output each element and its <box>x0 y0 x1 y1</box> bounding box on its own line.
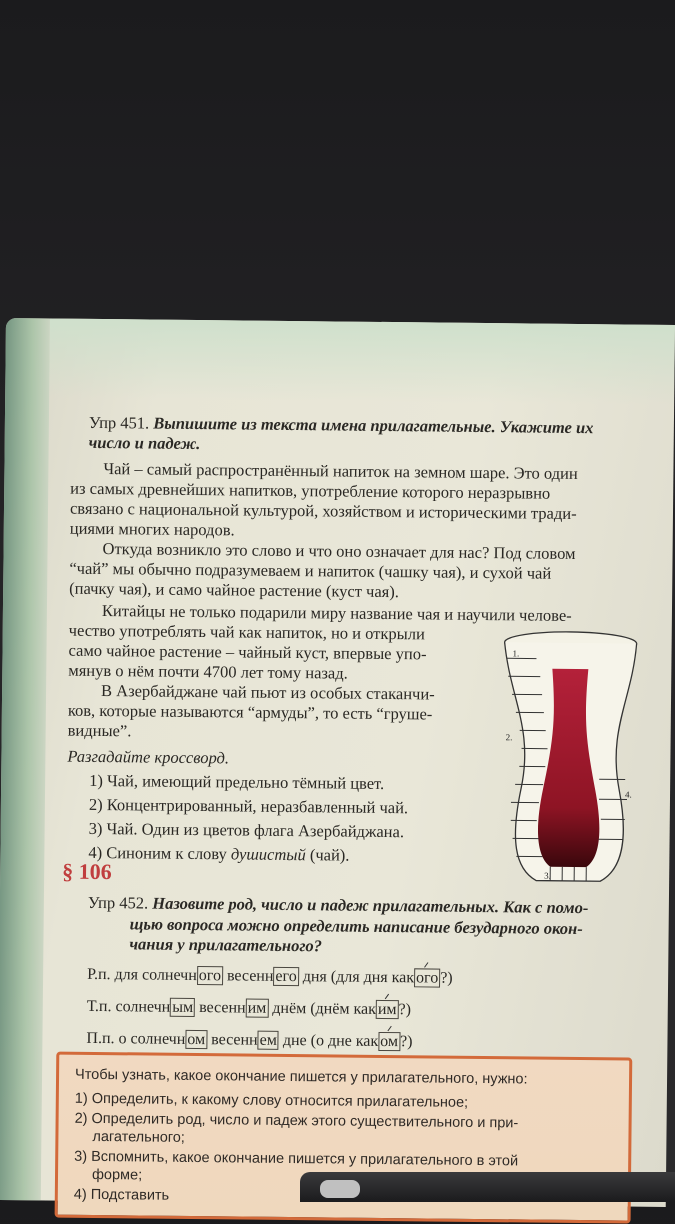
case-text: Р.п. для солнечн <box>87 966 197 984</box>
ending-box: ом <box>185 1030 207 1049</box>
text-line: из самых древнейших напитков, употребление которого неразрывно <box>70 479 550 505</box>
case-text: дне (о дне как <box>279 1032 379 1050</box>
crossword-item: 2) Концентрированный, неразбавленный чай. <box>89 795 408 819</box>
crossword-number: 1. <box>512 648 519 658</box>
case-text: весенн <box>195 999 246 1017</box>
exercise-451-task-cont: число и падеж. <box>89 433 201 455</box>
page-content <box>0 318 675 1207</box>
rule-step: 4) Подставить <box>74 1187 170 1204</box>
text-line: само чайное растение – чайный куст, впервые упо- <box>68 641 426 665</box>
ending-box: ом <box>378 1032 400 1051</box>
ending-box: им <box>376 1000 399 1019</box>
crossword-number: 3. <box>544 871 551 881</box>
crossword-number: 2. <box>506 732 513 742</box>
armudu-glass-crossword <box>490 628 653 890</box>
text-line: циями многих народов. <box>70 519 235 541</box>
case-text: днём (днём как <box>268 1000 376 1018</box>
text-line: связано с национальной культурой, хозяйством и историческими тради- <box>70 499 577 525</box>
crossword-number: 4. <box>625 790 632 800</box>
rule-step: 3) Вспомнить, какое окончание пишется у прилагательного в этой <box>74 1149 518 1170</box>
text-line: чество употреблять чай как напиток, но и открыли <box>69 621 425 645</box>
case-text: ?) <box>440 970 453 987</box>
case-example-pp <box>86 1029 412 1053</box>
text-line: (пачку чая), и само чайное растение (куст чая). <box>69 579 399 603</box>
case-text: весенн <box>207 1031 258 1049</box>
ending-box: ым <box>170 998 195 1017</box>
case-text: ?) <box>400 1033 413 1050</box>
text-line: видные”. <box>68 721 132 742</box>
text-line: Китайцы не только подарили миру название чая и научили челове- <box>102 601 572 626</box>
crossword-item: 3) Чай. Один из цветов флага Азербайджана. <box>89 819 405 843</box>
rule-title: Чтобы узнать, какое окончание пишется у прилагательного, нужно: <box>75 1067 528 1088</box>
ending-box: его <box>273 967 298 986</box>
crossword-item-end: (чай). <box>306 845 350 864</box>
text-line: ков, которые называются “армуды”, то есть “груше- <box>68 701 433 725</box>
ending-box: ем <box>258 1031 279 1050</box>
section-number: § 106 <box>62 859 112 886</box>
text-line: В Азербайджане чай пьют из особых стаканчи- <box>101 681 435 705</box>
text-line: Откуда возникло это слово и что оно означает для нас? Под словом <box>102 539 575 564</box>
text-line: “чай” мы обычно подразумеваем и напиток (чашку чая), и сухой чай <box>69 559 551 585</box>
rule-step-cont: форме; <box>92 1167 142 1184</box>
exercise-451-label: Упр 451. <box>89 413 150 433</box>
text-line: мянув о нём почти 4700 лет тому назад. <box>68 661 348 684</box>
ending-box: ого <box>197 966 223 985</box>
crossword-item-text: 4) Синоним к слову <box>88 843 231 863</box>
case-text: ?) <box>399 1001 412 1018</box>
case-text: весенн <box>223 967 274 985</box>
rule-step-cont: лагательного; <box>92 1129 185 1146</box>
exercise-452-label: Упр 452. <box>88 893 149 913</box>
exercise-452-task-cont: щью вопроса можно определить написание безударного окон- <box>130 914 583 939</box>
crossword-item: 1) Чай, имеющий предельно тёмный цвет. <box>89 771 384 795</box>
exercise-452-task-cont: чания у прилагательного? <box>129 934 322 957</box>
exercise-451-task: Выпишите из текста имена прилагательные. Укажите их <box>153 414 593 438</box>
rule-step: 1) Определить, к какому слову относится прилагательное; <box>75 1091 468 1111</box>
exercise-452-task: Назовите род, число и падеж прилагательных. Как с помо- <box>152 894 588 918</box>
ending-box: ого <box>414 968 440 987</box>
case-example-rp <box>87 965 453 989</box>
case-text: Т.п. солнечн <box>87 998 171 1016</box>
case-example-tp <box>87 997 411 1021</box>
crossword-item-italic: душистый <box>231 844 306 864</box>
textbook-page <box>0 318 675 1207</box>
crossword-title: Разгадайте кроссворд. <box>67 747 229 769</box>
ending-box: им <box>246 999 269 1018</box>
case-text: П.п. о солнечн <box>86 1030 185 1048</box>
crossword-item-4 <box>88 843 349 866</box>
case-text: дня (для дня как <box>299 968 415 986</box>
zipper-pull <box>320 1180 360 1198</box>
rule-step: 2) Определить род, число и падеж этого существительного и при- <box>75 1111 519 1132</box>
text-line: Чай – самый распространённый напиток на земном шаре. Это один <box>103 459 578 484</box>
